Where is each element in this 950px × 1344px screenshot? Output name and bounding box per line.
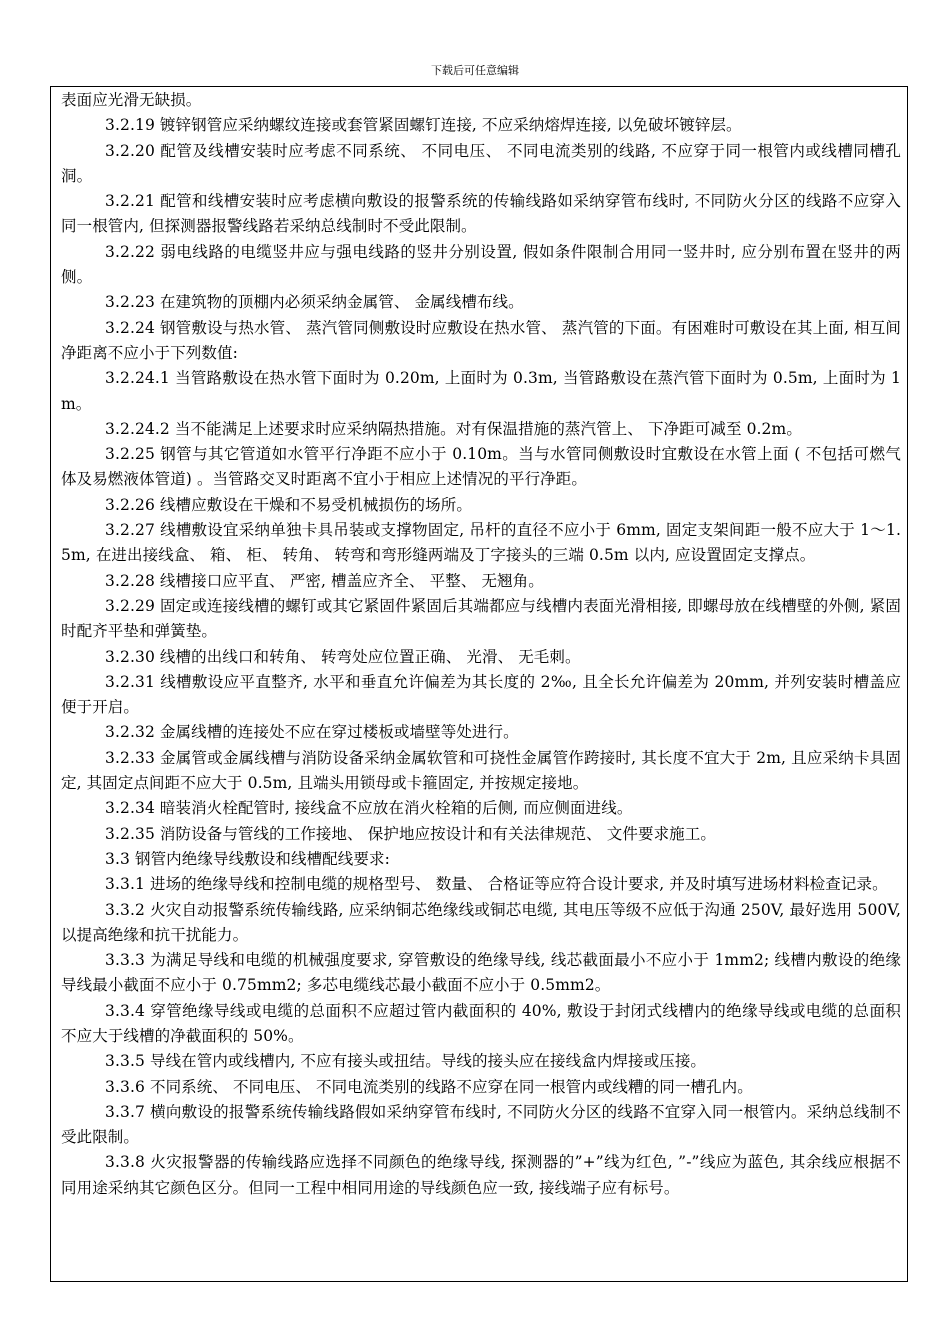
paragraph-3-2-31: 3.2.31 线槽敷设应平直整齐, 水平和垂直允许偏差为其长度的 2‰, 且全长允许偏差为 20mm, 并列安装时槽盖应便于开启。 — [61, 672, 901, 717]
paragraph-3-3-3: 3.3.3 为满足导线和电缆的机械强度要求, 穿管敷设的绝缘导线, 线芯截面最小不应小于 1mm2; 线槽内敷设的绝缘导线最小截面不应小于 0.75mm2; 多芯电缆线芯最小截面不应小于 0.5mm2。 — [61, 951, 901, 995]
paragraph-3-2-34: 3.2.34 暗装消火栓配管时, 接线盒不应放在消火栓箱的后侧, 而应侧面进线。 — [105, 799, 633, 818]
paragraph-3-2-20: 3.2.20 配管及线槽安装时应考虑不同系统、 不同电压、 不同电流类别的线路, 不应穿于同一根管内或线槽同槽孔洞。 — [61, 141, 901, 185]
section-heading-3-3: 3.3 钢管内绝缘导线敷设和线槽配线要求: — [105, 849, 390, 868]
paragraph-3-2-25: 3.2.25 钢管与其它管道如水管平行净距不应小于 0.10m。当与水管同侧敷设时宜敷设在水管上面 ( 不包括可燃气体及易燃液体管道) 。当管路交叉时距离不宜小于相应上述情况的平行净距。 — [61, 445, 901, 489]
paragraph-3-3-2: 3.3.2 火灾自动报警系统传输线路, 应采纳铜芯绝缘线或铜芯电缆, 其电压等级不应低于沟通 250V, 最好选用 500V, 以提高绝缘和抗干扰能力。 — [61, 900, 901, 944]
paragraph-3-3-8: 3.3.8 火灾报警器的传输线路应选择不同颜色的绝缘导线, 探测器的”+”线为红色, ”-”线应为蓝色, 其余线应根据不同用途采纳其它颜色区分。但同一工程中相同用途的导线颜色应一致, 接线端子应有标号。 — [61, 1153, 901, 1197]
paragraph-3-2-21: 3.2.21 配管和线槽安装时应考虑横向敷设的报警系统的传输线路如采纳穿管布线时, 不同防火分区的线路不应穿入同一根管内, 但探测器报警线路若采纳总线制时不受此限制。 — [61, 192, 901, 236]
paragraph-3-3-7: 3.3.7 横向敷设的报警系统传输线路假如采纳穿管布线时, 不同防火分区的线路不宜穿入同一根管内。采纳总线制不受此限制。 — [61, 1102, 901, 1147]
paragraph-3-2-22: 3.2.22 弱电线路的电缆竖井应与强电线路的竖井分别设置, 假如条件限制合用同一竖井时, 应分别布置在竖井的两侧。 — [61, 242, 901, 287]
paragraph-3-2-26: 3.2.26 线槽应敷设在干燥和不易受机械损伤的场所。 — [105, 495, 472, 514]
paragraph-3-3-1: 3.3.1 进场的绝缘导线和控制电缆的规格型号、 数量、 合格证等应符合设计要求, 并及时填写进场材料检查记录。 — [105, 875, 888, 894]
paragraph-3-2-24: 3.2.24 钢管敷设与热水管、 蒸汽管同侧敷设时应敷设在热水管、 蒸汽管的下面。有困难时可敷设在其上面, 相互间净距离不应小于下列数值: — [61, 318, 901, 362]
paragraph-3-2-32: 3.2.32 金属线槽的连接处不应在穿过楼板或墙壁等处进行。 — [105, 723, 519, 742]
paragraph-3-3-5: 3.3.5 导线在管内或线槽内, 不应有接头或扭结。导线的接头应在接线盒内焊接或压接。 — [105, 1052, 707, 1071]
paragraph-3-2-28: 3.2.28 线槽接口应平直、 严密, 槽盖应齐全、 平整、 无翘角。 — [105, 571, 544, 590]
paragraph-3-2-29: 3.2.29 固定或连接线槽的螺钉或其它紧固件紧固后其端都应与线槽内表面光滑相接, 即螺母放在线槽壁的外侧, 紧固时配齐平垫和弹簧垫。 — [61, 596, 901, 641]
paragraph-3-2-35: 3.2.35 消防设备与管线的工作接地、 保护地应按设计和有关法律规范、 文件要求施工。 — [105, 824, 716, 843]
paragraph-3-2-19: 3.2.19 镀锌钢管应采纳螺纹连接或套管紧固螺钉连接, 不应采纳熔焊连接, 以免破坏镀锌层。 — [105, 116, 742, 135]
paragraph-3-2-24-2: 3.2.24.2 当不能满足上述要求时应采纳隔热措施。对有保温措施的蒸汽管上、 下净距可减至 0.2m。 — [105, 419, 802, 438]
page-header: 下载后可任意编辑 — [431, 64, 519, 77]
paragraph-3-2-27: 3.2.27 线槽敷设宜采纳单独卡具吊装或支撑物固定, 吊杆的直径不应小于 6mm, 固定支架间距一般不应大于 1～1.5m, 在进出接线盒、 箱、 柜、 转角、 转弯和弯形缝两端及丁字接头的三端 0.5m 以内, 应设置固定支撑点。 — [61, 521, 901, 565]
document-frame — [50, 86, 908, 1282]
paragraph-3-3-6: 3.3.6 不同系统、 不同电压、 不同电流类别的线路不应穿在同一根管内或线糟的同一槽孔内。 — [105, 1077, 753, 1096]
paragraph-3-2-33: 3.2.33 金属管或金属线槽与消防设备采纳金属软管和可挠性金属管作跨接时, 其长度不宜大于 2m, 且应采纳卡具固定, 其固定点间距不应大于 0.5m, 且端头用锁母或卡箍固定, 并按规定接地。 — [61, 748, 901, 793]
paragraph-0: 表面应光滑无缺损。 — [61, 91, 202, 109]
paragraph-3-2-23: 3.2.23 在建筑物的顶棚内必须采纳金属管、 金属线槽布线。 — [105, 293, 524, 312]
paragraph-3-2-24-1: 3.2.24.1 当管路敷设在热水管下面时为 0.20m, 上面时为 0.3m, 当管路敷设在蒸汽管下面时为 0.5m, 上面时为 1m。 — [61, 369, 901, 413]
paragraph-3-2-30: 3.2.30 线槽的出线口和转角、 转弯处应位置正确、 光滑、 无毛刺。 — [105, 647, 581, 666]
paragraph-3-3-4: 3.3.4 穿管绝缘导线或电缆的总面积不应超过管内截面积的 40%, 敷设于封闭式线槽内的绝缘导线或电缆的总面积不应大于线槽的净截面积的 50%。 — [61, 1001, 901, 1045]
